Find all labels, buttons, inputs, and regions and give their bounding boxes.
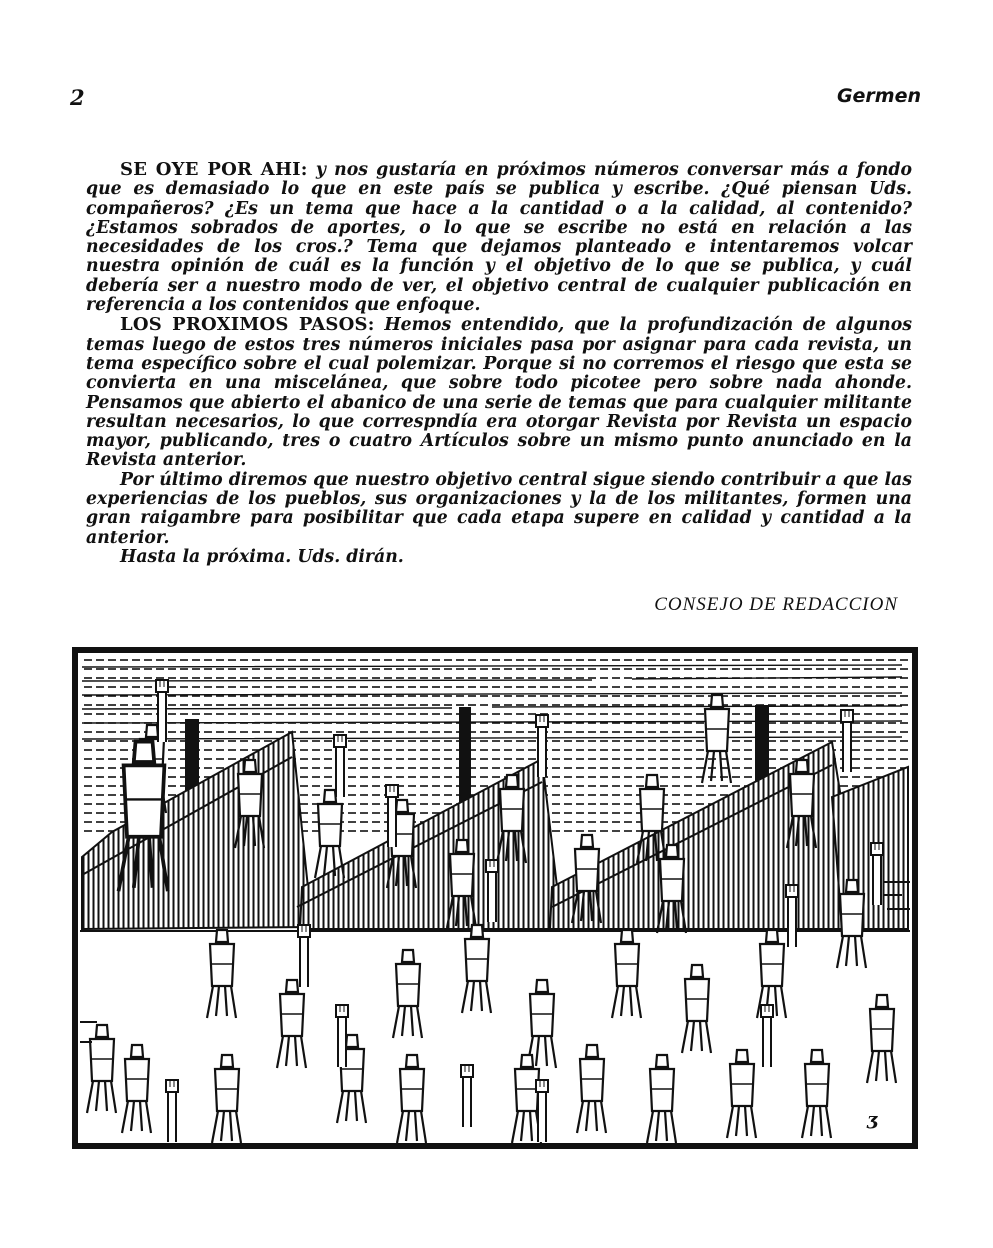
paragraph-proximos-pasos bbox=[86, 315, 912, 470]
crowd-illustration bbox=[72, 647, 918, 1149]
article-body bbox=[86, 160, 912, 567]
paragraph-text: Hemos entendido, que la profundización de algunos temas luego de estos tres números iniciales pasa por asignar para cada revista, un tema específico sobre el cual polemizar. Porque si no corremos el riesgo que esta se convierta en una miscelánea, que sobre todo picotee pero sobre nada ahonde. Pensamos que abierto el abanico de una serie de temas que para cualquier militante resultan necesarios, lo que correspndía era otorgar Revista por Revista un espacio mayor, publicando, tres o cuatro Artículos sobre un mismo punto anunciado en la Revista anterior. bbox=[86, 315, 913, 471]
paragraph-text: y nos gustaría en próximos números conversar más a fondo que es demasiado lo que en este país se publica y escribe. ¿Qué piensan Uds. compañeros? ¿Es un tema que hace a la cantidad o a la calidad, al contenido? ¿Estamos sobrados de aportes, o lo que se escribe no está en relación a las necesidades de los cros.? Tema que dejamos planteado e intentaremos volcar nuestra opinión de cuál es la función y el objetivo de lo que se publica, y cuál debería ser a nuestro modo de ver, el objetivo central de cualquier publicación en referencia a los contenidos que enfoque. bbox=[86, 160, 912, 316]
magazine-title: Germen bbox=[836, 85, 921, 107]
paragraph-closing: Por último diremos que nuestro objetivo central sigue siendo contribuir a que las experiencias de los pueblos, sus organizaciones y la de los militantes, formen una gran raigambre para posibilitar que cada etapa supere en calidad y cantidad a la anterior. bbox=[86, 469, 912, 548]
artist-mark: ʒ bbox=[867, 1109, 878, 1130]
crowd-illustration-svg bbox=[72, 647, 918, 1149]
section-lead-se-oye: SE OYE POR AHI: bbox=[120, 159, 308, 180]
paragraph-se-oye bbox=[86, 160, 912, 315]
page-number: 2 bbox=[70, 85, 85, 110]
paragraph-farewell: Hasta la próxima. Uds. dirán. bbox=[120, 546, 404, 567]
signature: CONSEJO DE REDACCION bbox=[654, 594, 898, 615]
section-lead-proximos-pasos: LOS PROXIMOS PASOS: bbox=[120, 314, 375, 336]
